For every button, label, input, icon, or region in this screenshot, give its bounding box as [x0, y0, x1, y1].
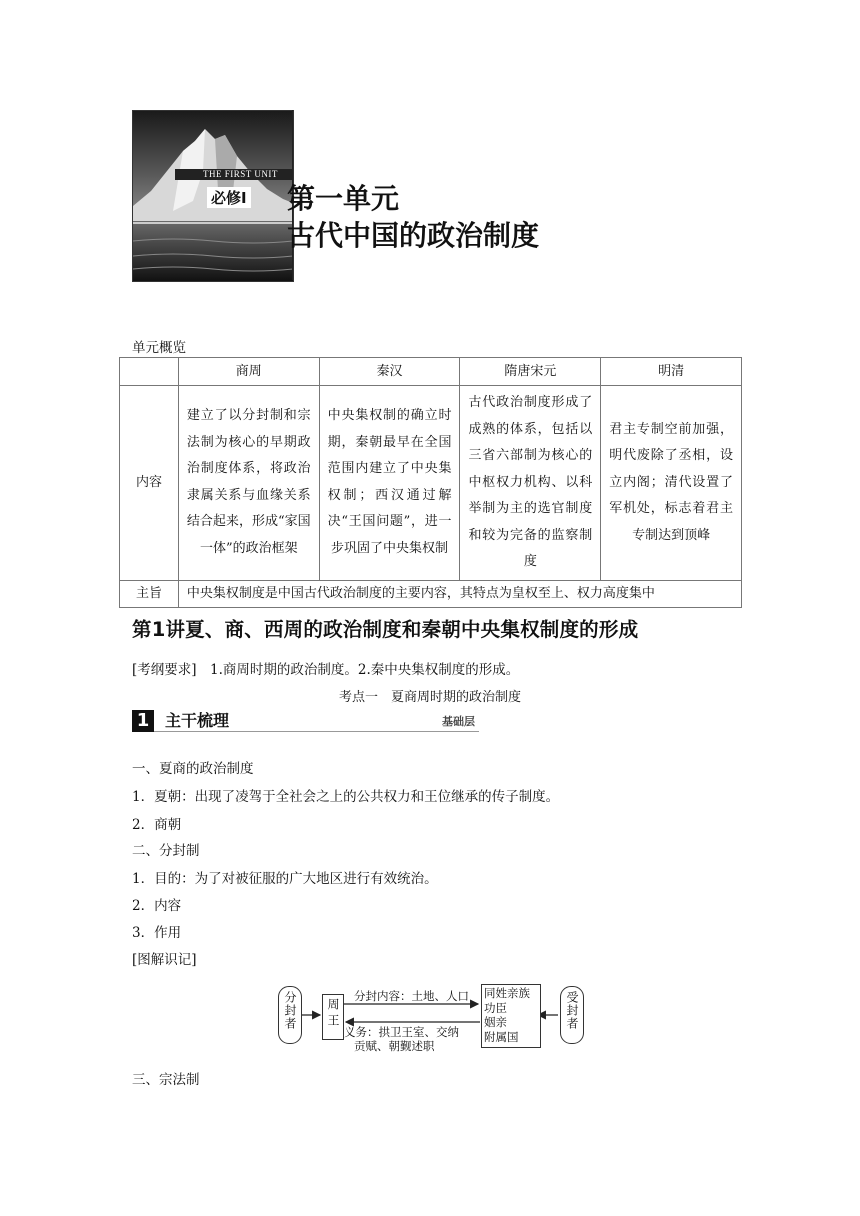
diagram-caption: [图解识记] [132, 952, 197, 968]
unit-title: 第一单元 [287, 182, 400, 215]
vassal-type: 功臣 [484, 1000, 507, 1015]
content-cell-mingqing: 君主专制空前加强，明代废除了丞相，设立内阁；清代设置了军机处，标志着君主专制达到顶峰 [601, 386, 742, 581]
heading-xia-shang: 一、夏商的政治制度 [132, 761, 254, 777]
king-label: 周王 [326, 998, 340, 1030]
content-cell-shangzhou: 建立了以分封制和宗法制为核心的早期政治制度体系，将政治隶属关系与血缘关系结合起来，形成“家国一体”的政治框架 [178, 386, 319, 581]
table-header-cell: 隋唐宋元 [460, 358, 601, 386]
table-header-row [120, 358, 742, 386]
paragraph-effect: 3．作用 [132, 925, 182, 941]
fenfeng-diagram [278, 982, 590, 1053]
section-title: 主干梳理 [165, 711, 230, 730]
vassal-type: 附属国 [484, 1029, 519, 1044]
table-header-cell [120, 358, 179, 386]
heading-zongfa: 三、宗法制 [132, 1072, 200, 1088]
overview-label: 单元概览 [132, 340, 186, 356]
lesson-title: 第1讲夏、商、西周的政治制度和秦朝中央集权制度的形成 [132, 618, 639, 641]
syllabus-requirement: [考纲要求] 1.商周时期的政治制度。2.秦中央集权制度的形成。 [132, 662, 520, 678]
content-cell-suitang: 古代政治制度形成了成熟的体系，包括以三省六部制为核心的中枢权力机构、以科举制为主的选官制度和较为完备的监察制度 [460, 386, 601, 581]
duty-label-2: 贡赋、朝觐述职 [354, 1039, 435, 1053]
heading-fenfeng: 二、分封制 [132, 843, 200, 859]
paragraph-shang: 2．商朝 [132, 817, 182, 833]
section-underline [154, 731, 479, 732]
table-row-theme [120, 580, 742, 607]
theme-cell: 中央集权制度是中国古代政治制度的主要内容，其特点为皇权至上、权力高度集中 [178, 580, 741, 607]
point-title: 考点一 夏商周时期的政治制度 [338, 690, 521, 705]
vassal-type: 姻亲 [484, 1015, 507, 1029]
section-banner [132, 710, 479, 732]
unit-subtitle: 古代中国的政治制度 [287, 219, 540, 252]
required-course-label: 必修Ⅰ [207, 187, 251, 208]
paragraph-content: 2．内容 [132, 898, 182, 914]
vassal-label: 受封者 [565, 991, 579, 1030]
section-level: 基础层 [442, 715, 475, 728]
king-box [322, 994, 344, 1040]
table-header-cell: 商周 [178, 358, 319, 386]
table-header-cell: 秦汉 [319, 358, 460, 386]
duty-label-1: 义务：拱卫王室、交纳 [344, 1025, 459, 1039]
overview-table [119, 357, 742, 608]
paragraph-purpose: 1．目的：为了对被征服的广大地区进行有效统治。 [132, 871, 438, 887]
vassal-box [560, 986, 584, 1044]
unit-en-label: THE FIRST UNIT [203, 169, 278, 179]
content-cell-qinhan: 中央集权制的确立时期，秦朝最早在全国范围内建立了中央集权制；西汉通过解决“王国问题”，进一步巩固了中央集权制 [319, 386, 460, 581]
paragraph-xia: 1．夏朝：出现了凌驾于全社会之上的公共权力和王位继承的传子制度。 [132, 789, 560, 805]
enfeoffer-label: 分封者 [283, 991, 297, 1030]
row-label-content: 内容 [120, 386, 179, 581]
section-number: 1 [132, 710, 154, 732]
fief-content-label: 分封内容：土地、人口 [354, 989, 469, 1003]
unit-cover-photo [132, 110, 294, 282]
vassal-type: 同姓亲族 [484, 986, 530, 1000]
row-label-theme: 主旨 [120, 580, 179, 607]
enfeoffer-box [278, 986, 302, 1044]
table-header-cell: 明清 [601, 358, 742, 386]
vassal-types-box [481, 984, 541, 1048]
table-row-content [120, 386, 742, 581]
